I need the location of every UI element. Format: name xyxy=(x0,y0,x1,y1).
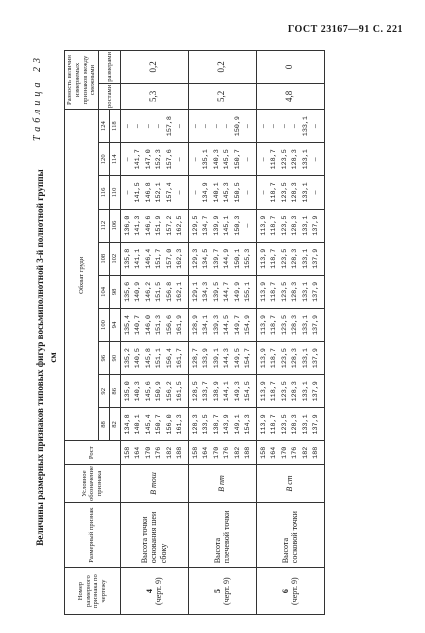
page-header: ГОСТ 23167—91 С. 221 xyxy=(287,24,403,35)
height-value: 188 xyxy=(312,446,321,459)
value-cell: 128,3 xyxy=(291,281,300,302)
value-cell: 133,1 xyxy=(301,182,310,203)
value-cell: 129,5 xyxy=(191,215,200,236)
height-value: 176 xyxy=(291,446,300,459)
value-column xyxy=(120,375,188,408)
value-cell: 155,1 xyxy=(244,281,253,302)
height-value: 164 xyxy=(202,446,211,459)
value-cell: 144,7 xyxy=(223,281,232,302)
table-area xyxy=(30,50,395,615)
value-cell: — xyxy=(223,124,232,129)
value-cell: — xyxy=(312,190,321,195)
value-cell: 154,3 xyxy=(244,414,253,435)
value-column xyxy=(188,143,256,176)
value-cell: — xyxy=(134,124,143,129)
value-cell: — xyxy=(123,157,132,162)
value-cell: 139,5 xyxy=(212,281,221,302)
value-cell: 156,2 xyxy=(165,381,174,402)
value-cell: 146,0 xyxy=(144,314,153,336)
value-column xyxy=(256,408,324,441)
hip-size-header: 110 xyxy=(109,176,120,209)
value-cell: — xyxy=(191,190,200,195)
value-cell: 133,7 xyxy=(202,381,211,402)
value-cell: 129,3 xyxy=(191,248,200,269)
value-cell: 118,7 xyxy=(270,314,279,336)
value-column xyxy=(256,342,324,375)
title-unit: см xyxy=(48,352,58,363)
value-cell: 138,9 xyxy=(212,381,221,402)
value-cell: 113,9 xyxy=(259,381,268,402)
value-cell: — xyxy=(259,157,268,162)
value-cell: 156,0 xyxy=(165,414,174,435)
value-column xyxy=(120,275,188,308)
feature-symbol: B тош xyxy=(120,465,188,503)
height-value: 170 xyxy=(212,446,221,459)
value-column xyxy=(188,308,256,341)
hip-size-header: 102 xyxy=(109,242,120,275)
feature-number-cell xyxy=(188,568,256,615)
value-cell: 157,4 xyxy=(165,182,174,203)
height-value: 170 xyxy=(144,446,153,459)
value-cell: 151,5 xyxy=(155,281,164,302)
value-column xyxy=(120,110,188,143)
value-cell: 161,7 xyxy=(176,348,185,369)
value-cell: 128,3 xyxy=(191,414,200,435)
drawing-ref: (черт. 9) xyxy=(154,577,164,605)
value-cell: 150,1 xyxy=(233,248,242,269)
value-cell: — xyxy=(176,124,185,129)
value-column xyxy=(120,209,188,242)
value-cell: 154,5 xyxy=(244,381,253,402)
value-cell: 135,8 xyxy=(123,248,132,269)
chest-size-header: 120 xyxy=(99,143,110,176)
value-cell: 137,9 xyxy=(312,414,321,435)
value-column xyxy=(188,375,256,408)
feature-name: Высота плечевой точки xyxy=(188,503,256,568)
value-cell: 128,5 xyxy=(191,381,200,402)
value-cell: — xyxy=(270,124,279,129)
value-cell: 139,1 xyxy=(212,348,221,369)
value-cell: 113,9 xyxy=(259,314,268,336)
value-cell: 143,9 xyxy=(223,414,232,435)
value-cell: 152,1 xyxy=(155,182,164,203)
feature-name: Высота сосковой точки xyxy=(256,503,324,568)
value-cell: 118,7 xyxy=(270,381,279,402)
value-cell: 133,1 xyxy=(301,348,310,369)
value-cell: 145,4 xyxy=(144,414,153,435)
deviation-subheader: размерами xyxy=(99,51,121,84)
value-cell: 150,7 xyxy=(155,414,164,435)
value-cell: 134,5 xyxy=(202,248,211,269)
value-column xyxy=(256,110,324,143)
value-cell: — xyxy=(312,157,321,162)
height-value: 164 xyxy=(134,446,143,459)
value-cell: 146,6 xyxy=(144,215,153,236)
value-column xyxy=(256,242,324,275)
value-cell: 137,9 xyxy=(312,348,321,369)
value-cell: 146,2 xyxy=(144,281,153,302)
value-cell: 149,1 xyxy=(233,414,242,435)
value-cell: 162,3 xyxy=(176,248,185,269)
value-cell: 135,6 xyxy=(123,281,132,302)
value-cell: 144,9 xyxy=(223,248,232,269)
value-cell: 144,5 xyxy=(223,314,232,336)
height-value: 158 xyxy=(259,446,268,459)
value-cell: — xyxy=(191,124,200,129)
value-cell: 133,1 xyxy=(301,314,310,336)
value-cell: 139,3 xyxy=(212,314,221,336)
header-chest: Обхват груди xyxy=(65,110,99,441)
value-column xyxy=(120,242,188,275)
chest-size-header: 96 xyxy=(99,342,110,375)
deviation-value: 0 xyxy=(256,51,324,84)
value-cell: 135,2 xyxy=(123,348,132,369)
value-cell: 118,7 xyxy=(270,182,279,203)
value-cell: 151,9 xyxy=(155,215,164,236)
value-cell: 140,1 xyxy=(134,414,143,435)
value-cell: 134,3 xyxy=(202,281,211,302)
value-cell: 145,6 xyxy=(144,381,153,402)
value-column xyxy=(120,308,188,341)
value-cell: 128,3 xyxy=(291,248,300,269)
value-cell: 139,7 xyxy=(212,248,221,269)
value-cell: 140,1 xyxy=(212,182,221,203)
deviation-value: 0,2 xyxy=(120,51,188,84)
hip-size-header: 106 xyxy=(109,209,120,242)
value-cell: 140,3 xyxy=(212,149,221,170)
header-deviation: Разность величин измеряемых признаков между смежными xyxy=(65,51,99,110)
height-value: 176 xyxy=(155,446,164,459)
value-cell: 137,9 xyxy=(312,381,321,402)
value-cell: 151,1 xyxy=(155,348,164,369)
feature-number: 4 xyxy=(144,589,154,594)
chest-size-header: 104 xyxy=(99,275,110,308)
height-value: 164 xyxy=(270,446,279,459)
height-value: 188 xyxy=(176,446,185,459)
value-cell: 149,5 xyxy=(233,348,242,369)
value-cell: 150,9 xyxy=(233,116,242,137)
value-cell: — xyxy=(259,124,268,129)
value-cell: 134,1 xyxy=(202,314,211,336)
value-column xyxy=(120,408,188,441)
value-column xyxy=(256,143,324,176)
value-cell: 151,7 xyxy=(155,248,164,269)
height-values xyxy=(120,441,188,465)
value-cell: 128,3 xyxy=(291,381,300,402)
value-cell: 149,9 xyxy=(233,281,242,302)
value-cell: 133,5 xyxy=(202,414,211,435)
drawing-ref: (черт. 9) xyxy=(222,577,232,605)
size-table xyxy=(64,50,325,615)
value-column xyxy=(188,176,256,209)
hip-size-header: 98 xyxy=(109,275,120,308)
value-cell: — xyxy=(280,124,289,129)
value-cell: — xyxy=(176,190,185,195)
value-cell: 135,0 xyxy=(123,381,132,402)
rotated-table-page xyxy=(30,50,395,615)
value-cell: 145,8 xyxy=(144,348,153,369)
value-cell: — xyxy=(123,124,132,129)
height-value: 182 xyxy=(165,446,174,459)
height-value: 188 xyxy=(244,446,253,459)
value-column xyxy=(188,275,256,308)
header-symbol: Условное обозначение признака xyxy=(65,465,121,503)
drawing-ref: (черт. 9) xyxy=(290,577,300,605)
value-cell: 137,9 xyxy=(312,314,321,336)
value-cell: 134,7 xyxy=(202,215,211,236)
value-cell: 136,0 xyxy=(123,215,132,236)
value-column xyxy=(188,110,256,143)
value-cell: — xyxy=(244,157,253,162)
value-cell: 150,3 xyxy=(233,215,242,236)
value-cell: 133,1 xyxy=(301,414,310,435)
chest-size-header: 112 xyxy=(99,209,110,242)
value-cell: 118,7 xyxy=(270,149,279,170)
value-cell: — xyxy=(212,124,221,129)
value-cell: 137,9 xyxy=(312,215,321,236)
value-cell: 152,3 xyxy=(155,149,164,170)
value-column xyxy=(188,408,256,441)
table-body xyxy=(120,51,324,615)
header-height: Рост xyxy=(65,441,121,465)
deviation-value: 0,2 xyxy=(188,51,256,84)
feature-number-cell xyxy=(256,568,324,615)
value-cell: 150,5 xyxy=(233,182,242,203)
chest-size-header: 108 xyxy=(99,242,110,275)
feature-number: 6 xyxy=(280,589,290,594)
value-cell: — xyxy=(144,124,153,129)
value-cell: 123,5 xyxy=(280,381,289,402)
value-cell: 149,7 xyxy=(233,314,242,336)
value-cell: 154,9 xyxy=(244,314,253,336)
hip-size-header: 86 xyxy=(109,375,120,408)
value-cell: — xyxy=(259,190,268,195)
value-cell: 128,3 xyxy=(291,414,300,435)
value-cell: 123,5 xyxy=(280,414,289,435)
value-cell: 141,5 xyxy=(134,182,143,203)
value-column xyxy=(256,308,324,341)
value-cell: 156,4 xyxy=(165,348,174,369)
value-cell: 134,9 xyxy=(202,182,211,203)
value-cell: — xyxy=(191,157,200,162)
table-row xyxy=(256,51,324,615)
title-text: Величины размерных признаков типовых фигур восьмиполнотной 3-й полнотной группы xyxy=(35,169,45,546)
value-cell: 157,0 xyxy=(165,248,174,269)
value-cell: 155,3 xyxy=(244,248,253,269)
value-cell: 123,5 xyxy=(280,314,289,336)
value-cell: 141,1 xyxy=(134,248,143,269)
table-title xyxy=(34,100,60,615)
value-cell: 150,7 xyxy=(233,149,242,170)
value-cell: 161,5 xyxy=(176,381,185,402)
value-cell: 123,5 xyxy=(280,281,289,302)
value-cell: 123,5 xyxy=(280,248,289,269)
value-cell: 151,3 xyxy=(155,314,164,336)
value-cell: 133,9 xyxy=(202,348,211,369)
value-cell: 161,3 xyxy=(176,414,185,435)
value-cell: 113,9 xyxy=(259,215,268,236)
value-cell: 140,3 xyxy=(134,381,143,402)
chest-size-header: 124 xyxy=(99,110,110,143)
value-cell: 133,1 xyxy=(301,149,310,170)
feature-symbol: B пт xyxy=(188,465,256,503)
value-cell: 145,1 xyxy=(223,215,232,236)
value-cell: — xyxy=(176,157,185,162)
value-cell: 128,3 xyxy=(291,215,300,236)
value-cell: 157,2 xyxy=(165,215,174,236)
height-value: 158 xyxy=(191,446,200,459)
value-cell: 118,7 xyxy=(270,414,279,435)
value-cell: 140,9 xyxy=(134,281,143,302)
value-cell: 162,5 xyxy=(176,215,185,236)
value-column xyxy=(256,176,324,209)
value-cell: 128,3 xyxy=(291,348,300,369)
feature-name: Высота точки основания шеи сбоку xyxy=(120,503,188,568)
deviation-value: 4,8 xyxy=(256,83,324,109)
value-cell: — xyxy=(155,124,164,129)
value-cell: 144,3 xyxy=(223,348,232,369)
value-cell: 139,9 xyxy=(212,215,221,236)
value-column xyxy=(120,176,188,209)
table-row xyxy=(188,51,256,615)
value-cell: 118,7 xyxy=(270,348,279,369)
value-column xyxy=(188,342,256,375)
value-cell: 118,7 xyxy=(270,248,279,269)
value-column xyxy=(256,375,324,408)
hip-size-header: 118 xyxy=(109,110,120,143)
value-cell: 128,9 xyxy=(191,314,200,336)
value-column xyxy=(120,143,188,176)
value-cell: — xyxy=(244,124,253,129)
deviation-value: 5,2 xyxy=(188,83,256,109)
value-cell: — xyxy=(291,124,300,129)
value-cell: 113,9 xyxy=(259,281,268,302)
value-cell: 123,5 xyxy=(280,348,289,369)
value-cell: 128,3 xyxy=(291,149,300,170)
value-cell: — xyxy=(312,124,321,129)
value-cell: 145,5 xyxy=(223,149,232,170)
value-cell: 129,1 xyxy=(191,281,200,302)
value-cell: 133,1 xyxy=(301,281,310,302)
value-cell: 140,7 xyxy=(134,314,143,336)
feature-number-cell xyxy=(120,568,188,615)
feature-number: 5 xyxy=(212,589,222,594)
value-cell: 146,4 xyxy=(144,248,153,269)
value-cell: 128,3 xyxy=(291,314,300,336)
value-cell: 138,7 xyxy=(212,414,221,435)
height-value: 176 xyxy=(223,446,232,459)
value-cell: 147,0 xyxy=(144,149,153,170)
height-values xyxy=(256,441,324,465)
value-cell: 141,3 xyxy=(134,215,143,236)
feature-symbol: B ст xyxy=(256,465,324,503)
height-value: 170 xyxy=(280,446,289,459)
value-cell: 157,6 xyxy=(165,149,174,170)
chest-size-header: 100 xyxy=(99,308,110,341)
value-column xyxy=(188,209,256,242)
value-cell: — xyxy=(123,190,132,195)
value-cell: 113,9 xyxy=(259,414,268,435)
height-value: 182 xyxy=(301,446,310,459)
value-cell: 145,3 xyxy=(223,182,232,203)
chest-size-header: 116 xyxy=(99,176,110,209)
value-cell: 140,5 xyxy=(134,348,143,369)
value-cell: 141,7 xyxy=(134,149,143,170)
height-values xyxy=(188,441,256,465)
value-column xyxy=(120,342,188,375)
value-cell: 146,8 xyxy=(144,182,153,203)
value-cell: 135,4 xyxy=(123,314,132,336)
value-cell: 118,7 xyxy=(270,281,279,302)
value-cell: 113,9 xyxy=(259,348,268,369)
value-cell: 137,9 xyxy=(312,248,321,269)
header-feature: Размерный признак xyxy=(65,503,121,568)
height-value: 182 xyxy=(233,446,242,459)
chest-size-header: 92 xyxy=(99,375,110,408)
value-cell: 156,8 xyxy=(165,281,174,302)
value-cell: 135,1 xyxy=(202,149,211,170)
value-cell: 134,8 xyxy=(123,414,132,435)
value-cell: — xyxy=(244,190,253,195)
value-cell: 150,9 xyxy=(155,381,164,402)
deviation-value: 5,3 xyxy=(120,83,188,109)
value-cell: 149,3 xyxy=(233,381,242,402)
value-cell: — xyxy=(244,223,253,228)
table-label: Таблица 23 xyxy=(32,54,43,141)
value-cell: 133,1 xyxy=(301,248,310,269)
hip-size-header: 90 xyxy=(109,342,120,375)
value-column xyxy=(256,275,324,308)
value-cell: 123,5 xyxy=(280,215,289,236)
header-number: Номер размерного признака по чертежу xyxy=(65,568,121,615)
value-cell: 133,1 xyxy=(301,116,310,137)
value-cell: 128,7 xyxy=(191,348,200,369)
chest-size-header: 88 xyxy=(99,408,110,441)
height-value: 158 xyxy=(123,446,132,459)
value-cell: 154,7 xyxy=(244,348,253,369)
header-row-1 xyxy=(65,51,99,615)
deviation-subheader: ростами xyxy=(99,83,121,109)
value-cell: 144,1 xyxy=(223,381,232,402)
hip-size-header: 114 xyxy=(109,143,120,176)
value-cell: 161,9 xyxy=(176,314,185,336)
value-cell: 133,1 xyxy=(301,381,310,402)
value-cell: 123,5 xyxy=(280,149,289,170)
value-cell: 128,3 xyxy=(291,182,300,203)
value-column xyxy=(256,209,324,242)
value-column xyxy=(188,242,256,275)
value-cell: 157,8 xyxy=(165,116,174,137)
value-cell: 118,7 xyxy=(270,215,279,236)
value-cell: 162,1 xyxy=(176,281,185,302)
value-cell: 123,5 xyxy=(280,182,289,203)
value-cell: 137,9 xyxy=(312,281,321,302)
value-cell: 133,1 xyxy=(301,215,310,236)
hip-size-header: 94 xyxy=(109,308,120,341)
value-cell: — xyxy=(202,124,211,129)
hip-size-header: 82 xyxy=(109,408,120,441)
value-cell: 156,6 xyxy=(165,314,174,336)
table-row xyxy=(120,51,188,615)
value-cell: 113,9 xyxy=(259,248,268,269)
